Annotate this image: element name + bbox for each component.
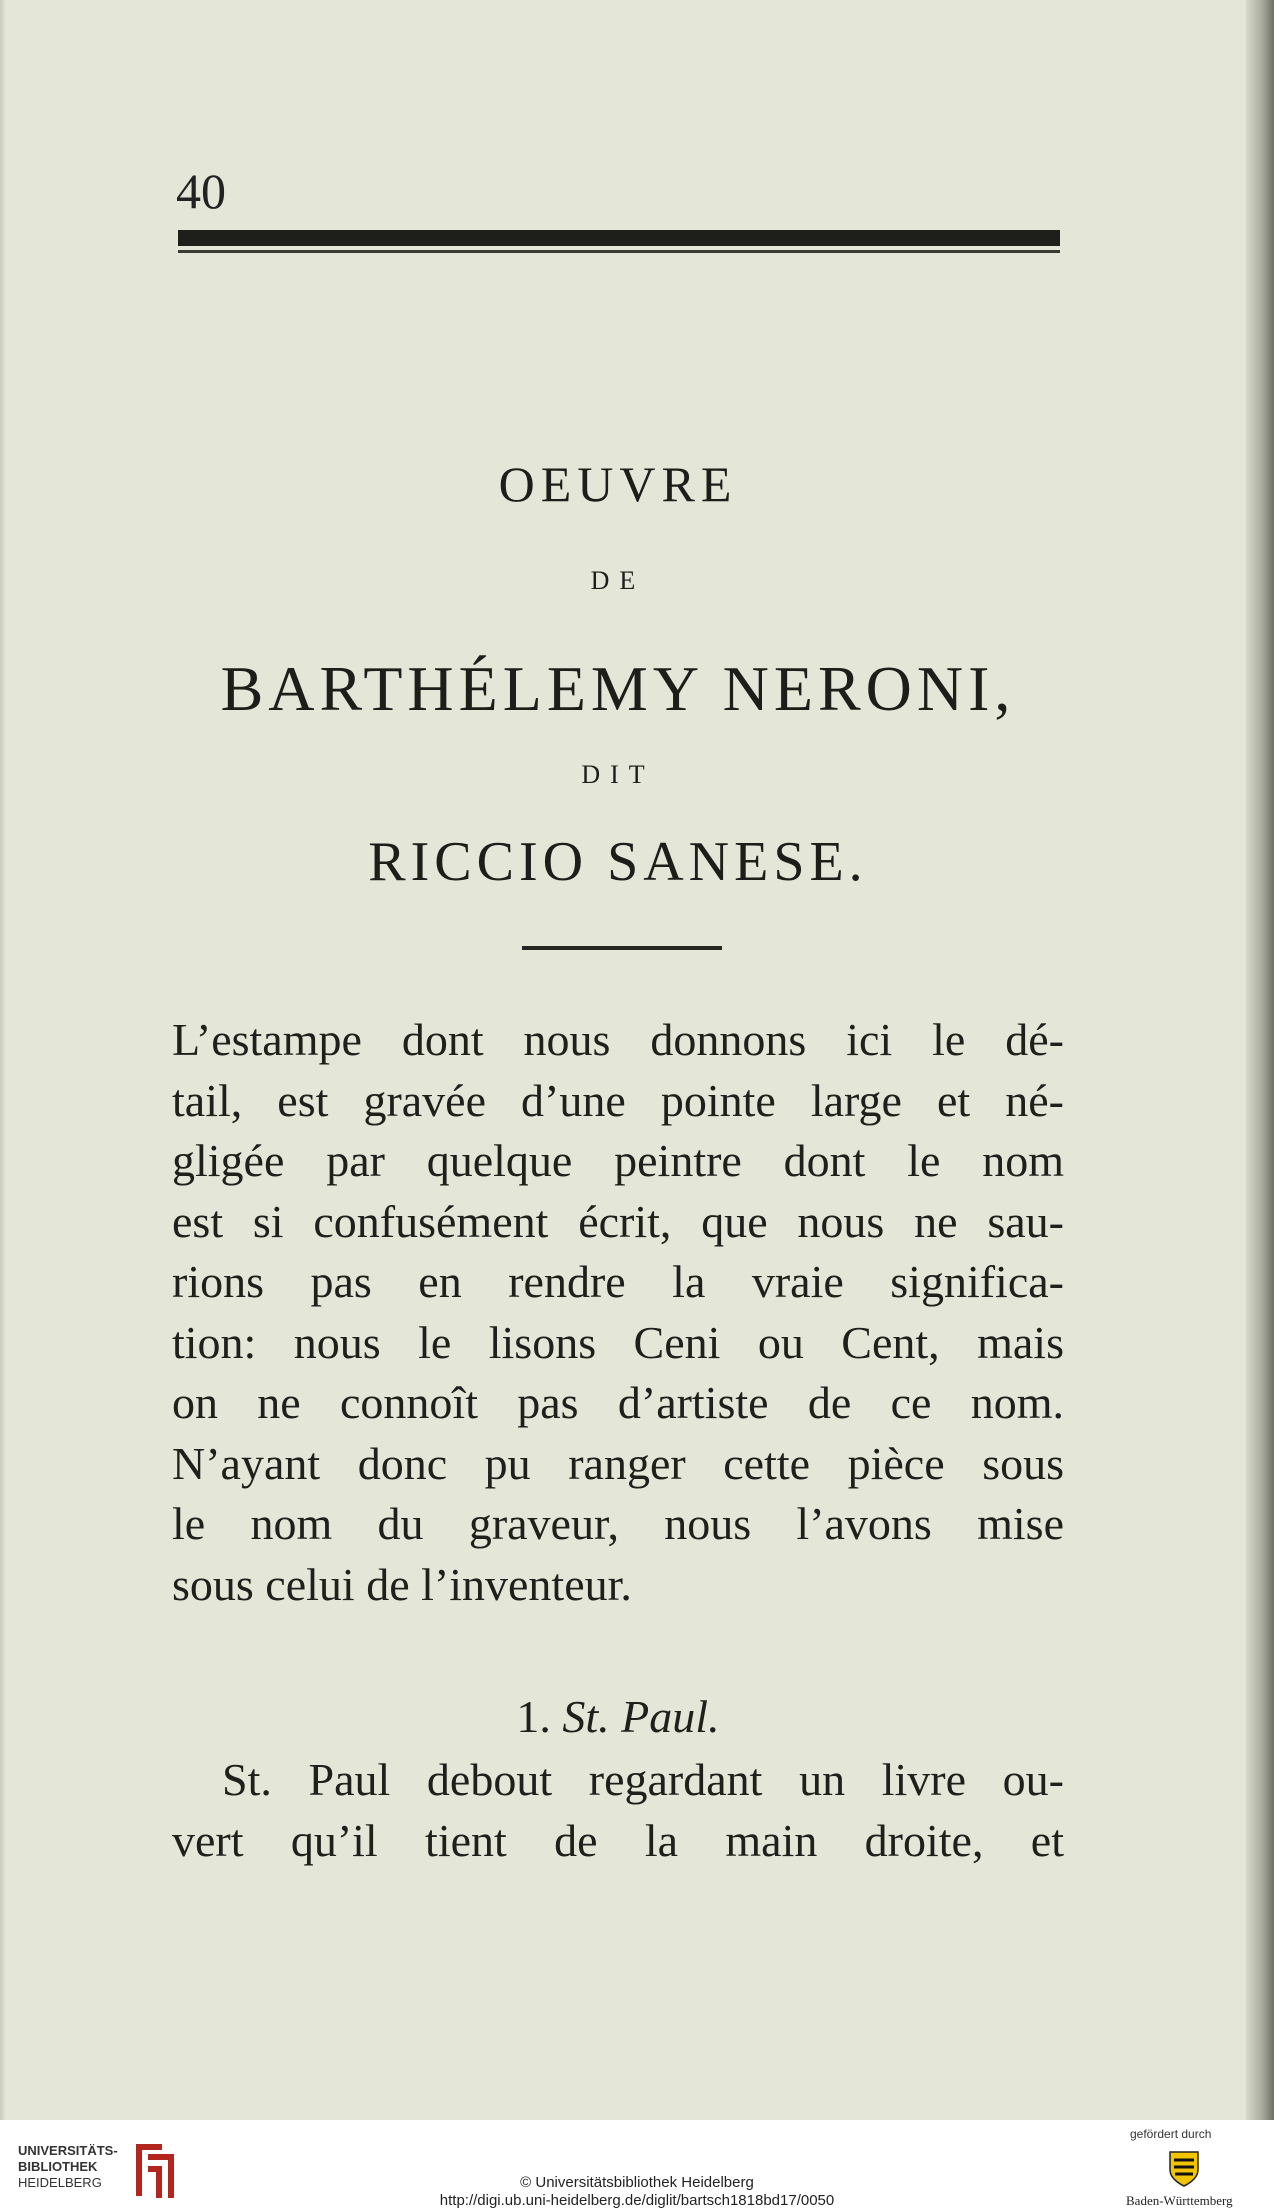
intro-line: on ne connoît pas d’artiste de ce nom. [172, 1377, 1064, 1428]
copyright-text: © Universitätsbibliothek Heidelberg [520, 2174, 754, 2191]
intro-paragraph [172, 1010, 1064, 1615]
header-rule-thin [178, 250, 1060, 253]
title-dit: DIT [581, 760, 655, 789]
header-rule [178, 230, 1060, 246]
intro-line: tion: nous le lisons Ceni ou Cent, mais [172, 1316, 1064, 1368]
section-paragraph [172, 1750, 1064, 1871]
title-oeuvre: OEUVRE [498, 456, 738, 512]
section-line: vert qu’il tient de la main droite, et [172, 1814, 1064, 1866]
page-number: 40 [176, 163, 226, 219]
section-number: 1. [516, 1691, 551, 1742]
section-title: St. Paul. [562, 1691, 720, 1742]
library-line-3: HEIDELBERG [18, 2175, 102, 2190]
page-left-edge [0, 0, 6, 2120]
intro-line: est si confusément écrit, que nous ne sau- [172, 1195, 1064, 1247]
intro-line: N’ayant donc pu ranger cette pièce sous [172, 1437, 1064, 1489]
intro-line: le nom du graveur, nous l’avons mise [172, 1498, 1064, 1549]
library-line-1: UNIVERSITÄTS- [18, 2143, 118, 2158]
intro-line: L’estampe dont nous donnons ici le dé- [172, 1014, 1064, 1065]
section-heading [172, 1690, 1064, 1743]
title-alias: RICCIO SANESE. [368, 831, 868, 893]
intro-line: sous celui de l’inventeur. [172, 1558, 632, 1610]
sponsor-name: Baden-Württemberg [1126, 2193, 1233, 2208]
title-artist-name: BARTHÉLEMY NERONI, [220, 653, 1016, 724]
coat-of-arms-icon [1166, 2148, 1202, 2188]
section-line: St. Paul debout regardant un livre ou- [222, 1754, 1064, 1805]
intro-line: tail, est gravée d’une pointe large et né- [172, 1074, 1064, 1126]
permalink[interactable]: http://digi.ub.uni-heidelberg.de/diglit/bartsch1818bd17/0050 [439, 2192, 835, 2209]
page-gutter-shadow [1246, 0, 1274, 2120]
title-de: DE [590, 566, 646, 595]
intro-line: rions pas en rendre la vraie significa- [172, 1256, 1064, 1307]
section-divider [522, 946, 722, 950]
sponsor-label: gefördert durch [1130, 2127, 1212, 2141]
library-line-2: BIBLIOTHEK [18, 2159, 98, 2174]
intro-line: gligée par quelque peintre dont le nom [172, 1135, 1064, 1186]
